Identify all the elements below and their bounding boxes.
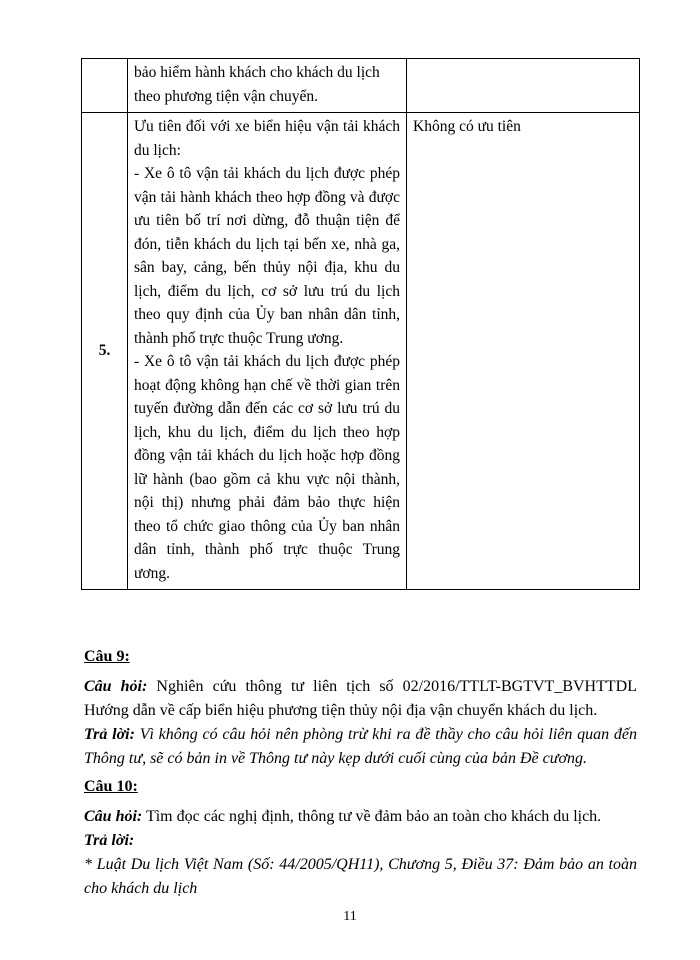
question-label: Câu hỏi: bbox=[84, 678, 148, 695]
cau9-answer bbox=[84, 723, 637, 771]
row-content-line: bảo hiểm hành khách cho khách du lịch bbox=[134, 64, 380, 81]
page-number: 11 bbox=[343, 909, 357, 924]
table-row bbox=[82, 113, 640, 590]
row-note-cell bbox=[407, 59, 640, 113]
cau9-question bbox=[84, 675, 637, 723]
comparison-table bbox=[81, 58, 640, 590]
cau10-question bbox=[84, 805, 637, 829]
question-label: Câu hỏi: bbox=[84, 808, 143, 825]
row-number: 5. bbox=[98, 342, 111, 359]
row-content-cell bbox=[128, 59, 407, 113]
row-content-line: theo phương tiện vận chuyển. bbox=[134, 87, 319, 105]
row-paragraph: - Xe ô tô vận tải khách du lịch được phép hoạt động không hạn chế về thời gian trên tuyến đường dẫn đến các cơ sở lưu trú du lịch, khu du lịch, điểm du lịch theo hợp đồng vận tải khách du lịch hoặc hợp đồng lữ hành (bao gồm cả khu vực nội thành, nội thị) nhưng phải đảm bảo thực hiện theo tổ chức giao thông của Ủy ban nhân dân tỉnh, thành phố trực thuộc Trung ương. bbox=[134, 353, 400, 582]
cau10-heading: Câu 10: bbox=[84, 778, 138, 795]
answer-label: Trả lời: bbox=[84, 726, 135, 743]
row-number-cell bbox=[82, 59, 128, 113]
row-note: Không có ưu tiên bbox=[413, 118, 521, 135]
row-paragraph: Ưu tiên đối với xe biển hiệu vận tải khách du lịch: bbox=[134, 118, 400, 159]
table-row bbox=[82, 59, 640, 113]
row-content-cell bbox=[128, 113, 407, 590]
answer-text: * Luật Du lịch Việt Nam (Số: 44/2005/QH11), Chương 5, Điều 37: Đảm bảo an toàn cho khách du lịch bbox=[84, 856, 637, 897]
cau10-answer bbox=[84, 853, 637, 901]
row-note-cell bbox=[407, 113, 640, 590]
cau9-heading: Câu 9: bbox=[84, 648, 130, 665]
question-text: Tìm đọc các nghị định, thông tư về đảm bảo an toàn cho khách du lịch. bbox=[142, 808, 602, 825]
row-number-cell bbox=[82, 113, 128, 590]
question-text: Nghiên cứu thông tư liên tịch số 02/2016/TTLT-BGTVT_BVHTTDL Hướng dẫn về cấp biển hiệu phương tiện thủy nội địa vận chuyển khách du lịch. bbox=[84, 678, 637, 719]
row-paragraph: - Xe ô tô vận tải khách du lịch được phép vận tải hành khách theo hợp đồng và được ưu tiên bố trí nơi dừng, đỗ thuận tiện để đón, tiễn khách du lịch tại bến xe, nhà ga, sân bay, cảng, bến thủy nội địa, khu du lịch, điểm du lịch, cơ sở lưu trú du lịch theo quy định của Ủy ban nhân dân tỉnh, thành phố trực thuộc Trung ương. bbox=[134, 165, 400, 347]
cau10-answer-label: Trả lời: bbox=[84, 832, 135, 849]
answer-text: Vì không có câu hỏi nên phòng trừ khi ra đề thầy cho câu hỏi liên quan đến Thông tư, sẽ có bản in về Thông tư này kẹp dưới cuối cùng của bản Đề cương. bbox=[84, 726, 637, 767]
